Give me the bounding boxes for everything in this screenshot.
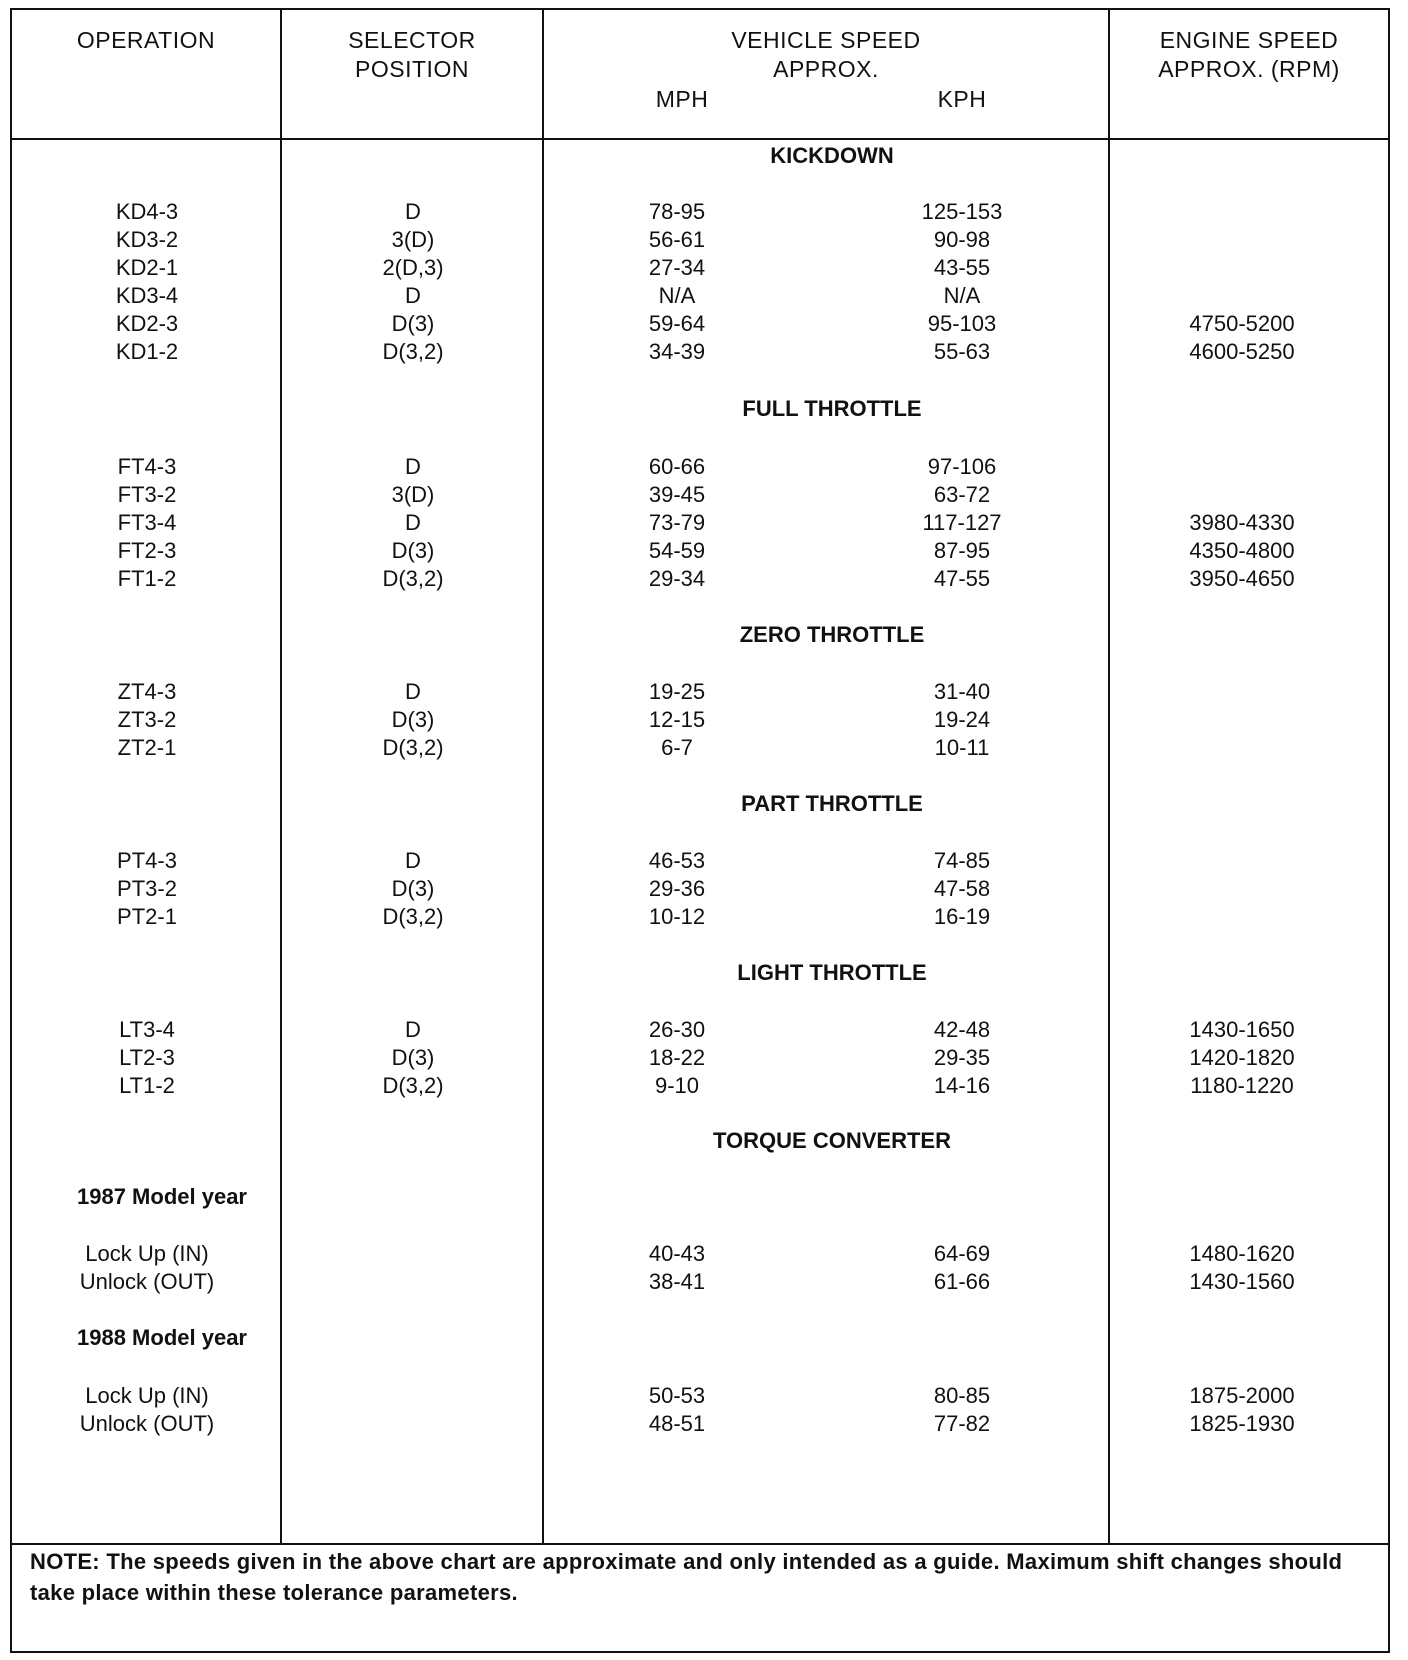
op-cell: FT4-3 (117, 454, 177, 479)
mph-cell: 78-95 (648, 199, 706, 224)
kph-cell: 10-11 (934, 735, 990, 760)
kph-cell: 47-58 (933, 876, 991, 901)
mph-cell: 34-39 (648, 339, 706, 364)
header-selector-line1: SELECTOR (348, 27, 476, 53)
rpm-cell: 4350-4800 (1189, 538, 1295, 563)
rpm-cell: 1875-2000 (1189, 1383, 1295, 1408)
kph-cell: 90-98 (933, 227, 991, 252)
op-cell: FT3-2 (117, 482, 177, 507)
mph-cell: 46-53 (648, 848, 706, 873)
column-divider (1108, 10, 1110, 1545)
header-rule (12, 138, 1388, 140)
op-cell: PT3-2 (117, 876, 177, 901)
rpm-cell: 4750-5200 (1189, 311, 1295, 336)
note-rule (12, 1543, 1388, 1545)
mph-cell: 19-25 (648, 679, 706, 704)
kph-cell: 31-40 (933, 679, 991, 704)
kph-cell: 64-69 (933, 1241, 991, 1266)
op-cell: KD4-3 (115, 199, 179, 224)
rpm-cell: 3950-4650 (1189, 566, 1295, 591)
kph-cell: 125-153 (921, 199, 1003, 224)
selector-cell: D(3,2) (382, 904, 444, 929)
mph-cell: 50-53 (648, 1383, 706, 1408)
kph-cell: 63-72 (933, 482, 991, 507)
header-vehicle-line2: APPROX. (773, 56, 879, 82)
rpm-cell: 1480-1620 (1189, 1241, 1295, 1266)
rpm-cell: 3980-4330 (1189, 510, 1295, 535)
header-operation-text: OPERATION (76, 27, 216, 53)
selector-cell: D(3,2) (382, 735, 444, 760)
section-title-light-throttle: LIGHT THROTTLE (737, 960, 927, 985)
op-cell: Unlock (OUT) (79, 1411, 215, 1436)
mph-cell: 60-66 (648, 454, 706, 479)
selector-cell: D(3) (391, 707, 435, 732)
header-kph: KPH (937, 86, 987, 112)
header-selector-line2: POSITION (355, 56, 469, 82)
kph-cell: 77-82 (933, 1411, 991, 1436)
rpm-cell: 1430-1650 (1189, 1017, 1295, 1042)
kph-cell: 43-55 (933, 255, 991, 280)
selector-cell: D(3) (391, 876, 435, 901)
selector-cell: D(3,2) (382, 339, 444, 364)
op-cell: LT1-2 (119, 1073, 175, 1098)
mph-cell: 56-61 (648, 227, 706, 252)
kph-cell: 97-106 (927, 454, 997, 479)
section-title-full-throttle: FULL THROTTLE (742, 396, 922, 421)
selector-cell: 2(D,3) (382, 255, 444, 280)
mph-cell: 29-34 (648, 566, 706, 591)
kph-cell: 61-66 (933, 1269, 991, 1294)
selector-cell: 3(D) (391, 227, 435, 252)
rpm-cell: 1430-1560 (1189, 1269, 1295, 1294)
mph-cell: 6-7 (661, 735, 693, 760)
selector-cell: D (405, 510, 421, 535)
header-engine-line1: ENGINE SPEED (1159, 27, 1339, 53)
header-vehicle-speed (544, 26, 1108, 84)
kph-cell: 55-63 (933, 339, 991, 364)
op-cell: KD2-3 (115, 311, 179, 336)
op-cell: Unlock (OUT) (79, 1269, 215, 1294)
kph-cell: 117-127 (922, 510, 1002, 535)
header-engine-line2: APPROX. (RPM) (1158, 56, 1340, 82)
mph-cell: 10-12 (648, 904, 706, 929)
mph-cell: 18-22 (648, 1045, 706, 1070)
op-cell: ZT3-2 (117, 707, 177, 732)
kph-cell: 87-95 (933, 538, 991, 563)
mph-cell: 26-30 (648, 1017, 706, 1042)
mph-cell: 39-45 (648, 482, 706, 507)
header-vehicle-line1: VEHICLE SPEED (731, 27, 921, 53)
model-year-1987-label: 1987 Model year (77, 1184, 247, 1209)
mph-cell: 9-10 (654, 1073, 700, 1098)
selector-cell: D (405, 454, 421, 479)
kph-cell: 16-19 (933, 904, 991, 929)
rpm-cell: 1180-1220 (1190, 1073, 1294, 1098)
op-cell: FT3-4 (117, 510, 177, 535)
op-cell: LT2-3 (119, 1045, 175, 1070)
mph-cell: 59-64 (648, 311, 706, 336)
kph-cell: 14-16 (933, 1073, 991, 1098)
op-cell: KD3-4 (115, 283, 179, 308)
selector-cell: D(3,2) (382, 566, 444, 591)
header-operation (12, 26, 280, 55)
kph-cell: 74-85 (933, 848, 991, 873)
kph-cell: 80-85 (933, 1383, 991, 1408)
kph-cell: 95-103 (927, 311, 997, 336)
selector-cell: D (405, 1017, 421, 1042)
op-cell: Lock Up (IN) (85, 1383, 209, 1408)
op-cell: LT3-4 (119, 1017, 175, 1042)
mph-cell: 54-59 (648, 538, 706, 563)
selector-cell: D(3) (391, 538, 435, 563)
section-title-zero-throttle: ZERO THROTTLE (739, 622, 925, 647)
mph-cell: 48-51 (648, 1411, 706, 1436)
selector-cell: D(3) (391, 1045, 435, 1070)
rpm-cell: 4600-5250 (1189, 339, 1295, 364)
selector-cell: D (405, 199, 421, 224)
section-title-torque-converter: TORQUE CONVERTER (713, 1128, 951, 1153)
mph-cell: 29-36 (648, 876, 706, 901)
selector-cell: D (405, 679, 421, 704)
op-cell: KD3-2 (115, 227, 179, 252)
model-year-1988-label: 1988 Model year (77, 1325, 247, 1350)
mph-cell: N/A (658, 283, 696, 308)
op-cell: KD2-1 (115, 255, 179, 280)
section-title-kickdown: KICKDOWN (770, 143, 894, 168)
kph-cell: N/A (943, 283, 981, 308)
header-mph: MPH (655, 86, 709, 112)
header-selector (282, 26, 542, 84)
op-cell: PT2-1 (117, 904, 177, 929)
mph-cell: 12-15 (648, 707, 706, 732)
footnote: NOTE: The speeds given in the above chart are approximate and only intended as a guide. Maximum shift changes should take place within these tolerance parameters. (30, 1549, 1343, 1605)
op-cell: ZT4-3 (117, 679, 177, 704)
op-cell: FT1-2 (117, 566, 177, 591)
section-title-part-throttle: PART THROTTLE (741, 791, 923, 816)
selector-cell: D (405, 283, 421, 308)
selector-cell: D(3) (391, 311, 435, 336)
op-cell: ZT2-1 (117, 735, 177, 760)
kph-cell: 29-35 (933, 1045, 991, 1070)
mph-cell: 40-43 (648, 1241, 706, 1266)
kph-cell: 19-24 (933, 707, 991, 732)
mph-cell: 73-79 (648, 510, 706, 535)
op-cell: KD1-2 (115, 339, 179, 364)
selector-cell: 3(D) (391, 482, 435, 507)
selector-cell: D (405, 848, 421, 873)
header-engine-speed (1110, 26, 1388, 84)
op-cell: FT2-3 (117, 538, 177, 563)
mph-cell: 27-34 (648, 255, 706, 280)
shift-speed-table (10, 8, 1390, 1653)
mph-cell: 38-41 (648, 1269, 706, 1294)
rpm-cell: 1825-1930 (1189, 1411, 1295, 1436)
kph-cell: 47-55 (933, 566, 991, 591)
op-cell: PT4-3 (117, 848, 177, 873)
op-cell: Lock Up (IN) (85, 1241, 209, 1266)
kph-cell: 42-48 (933, 1017, 991, 1042)
selector-cell: D(3,2) (382, 1073, 444, 1098)
rpm-cell: 1420-1820 (1189, 1045, 1295, 1070)
